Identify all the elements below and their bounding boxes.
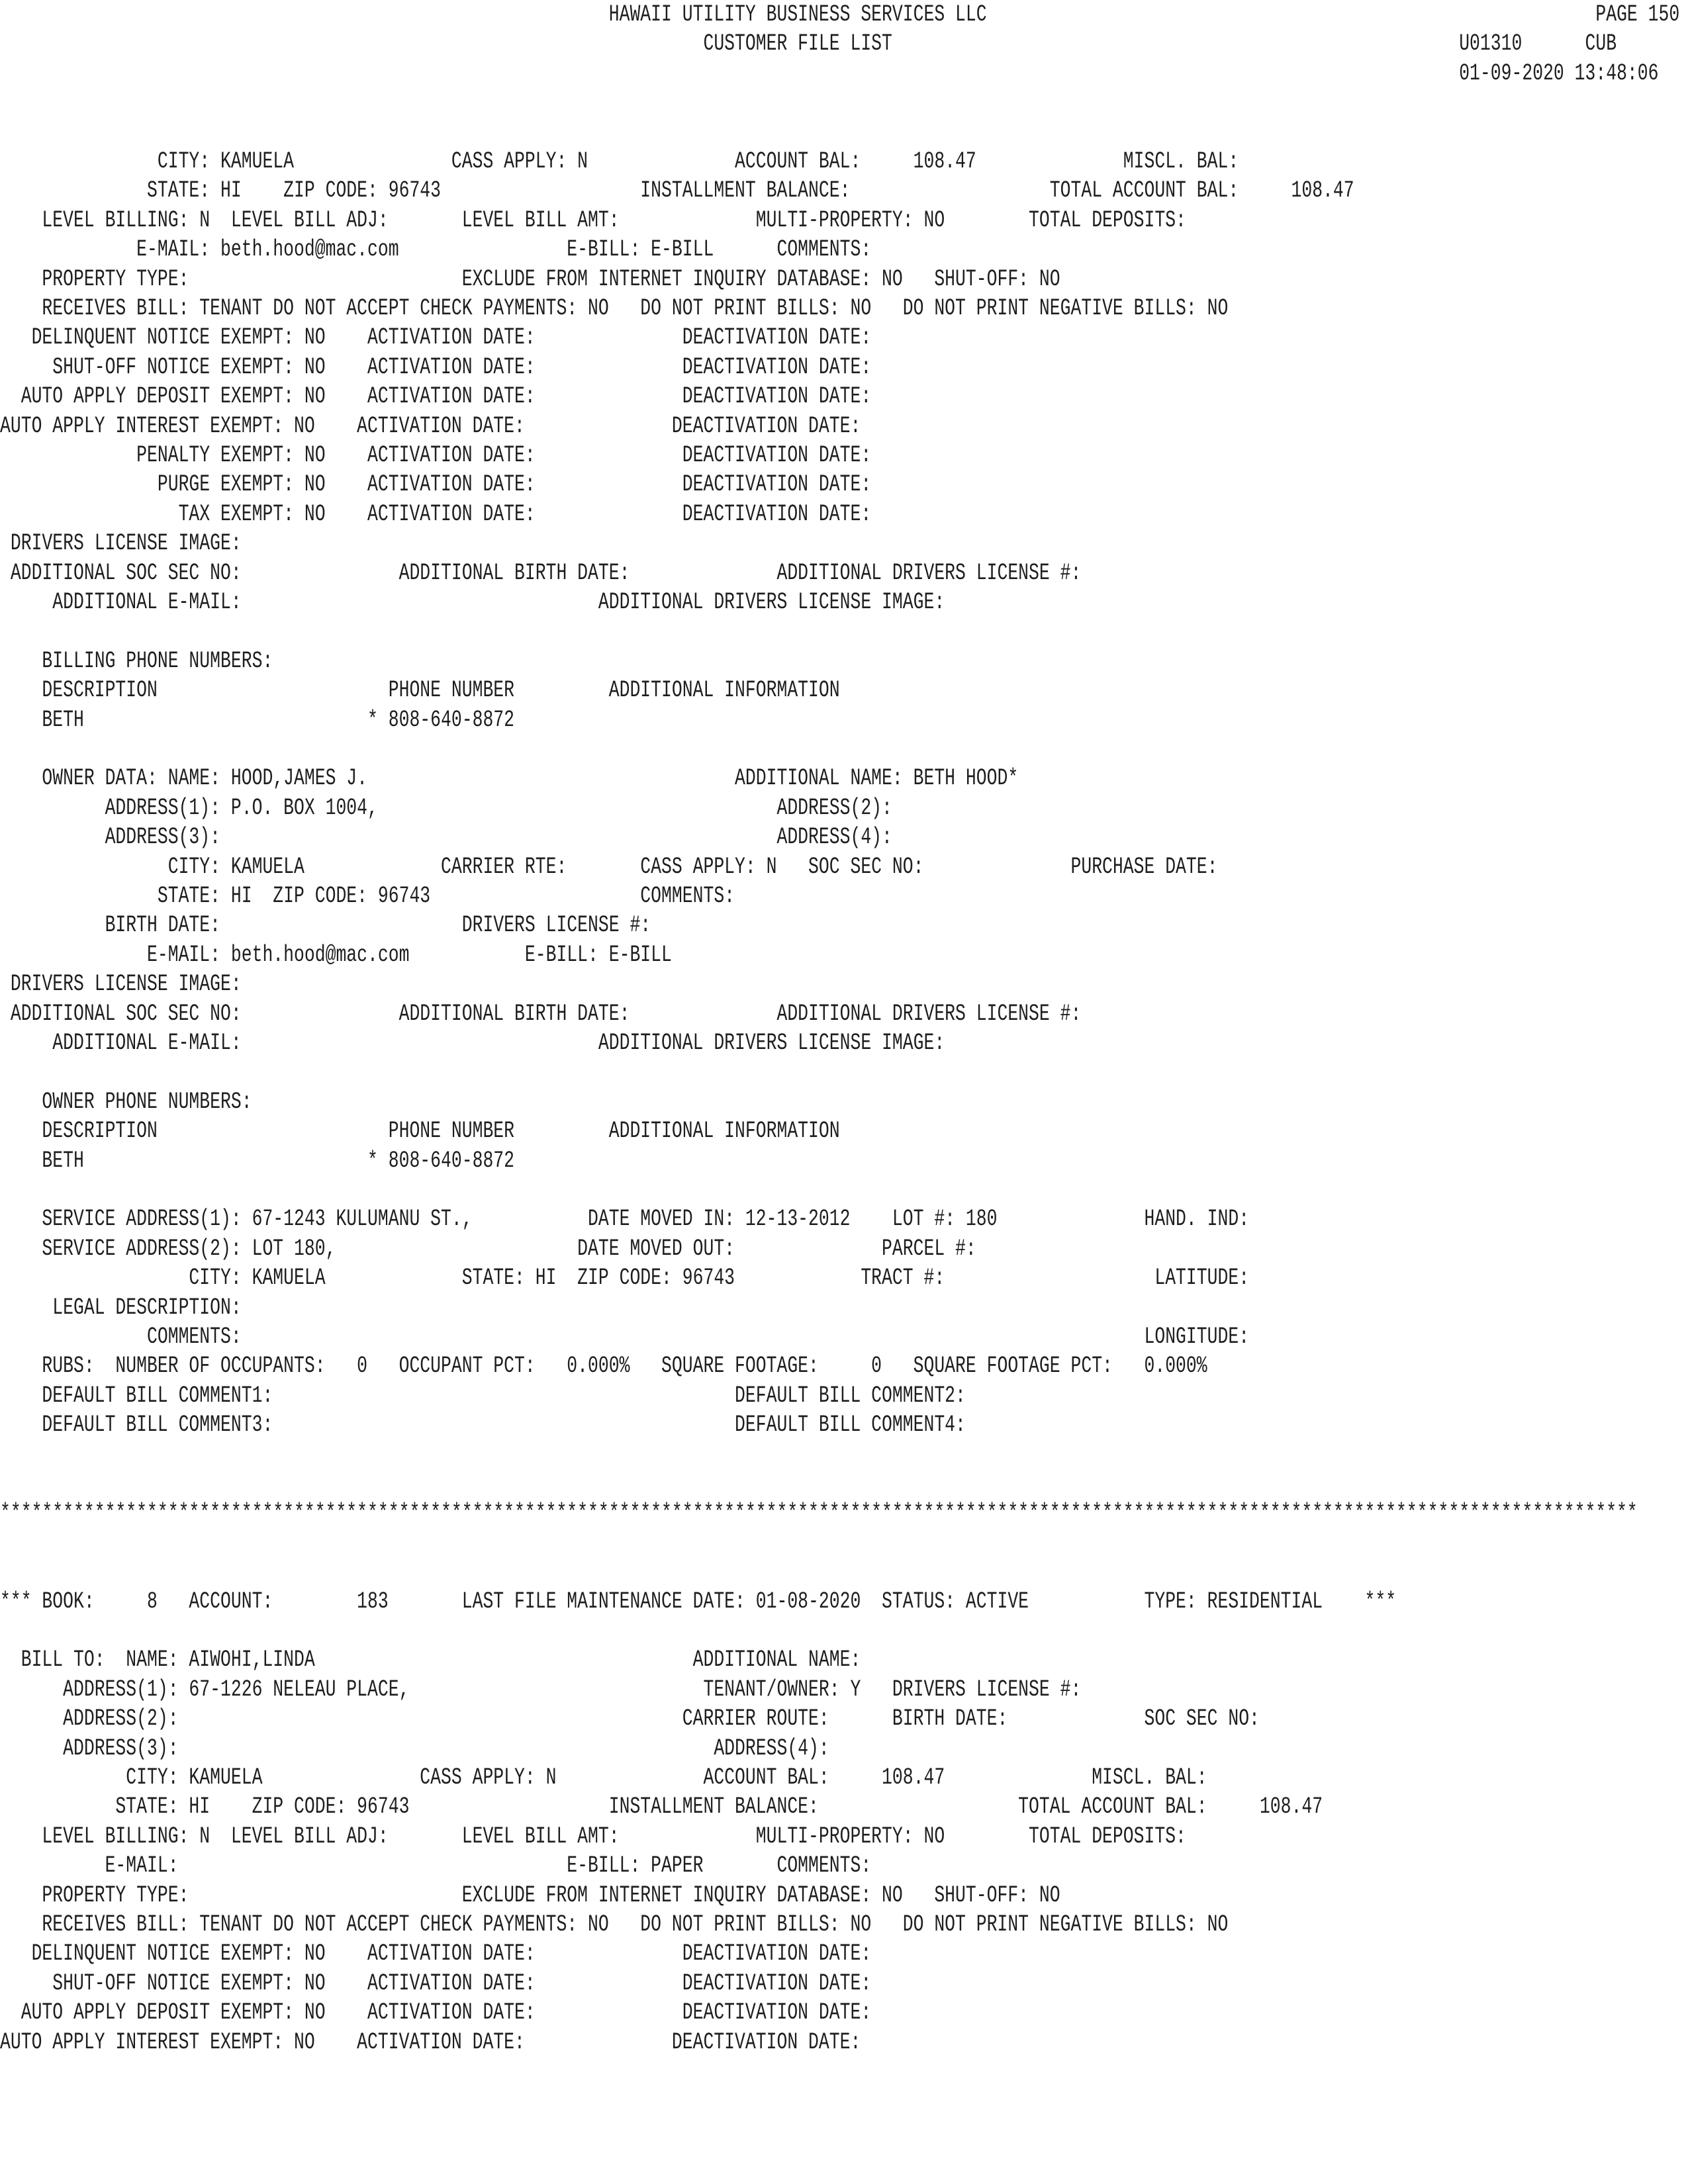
report-line: PURGE EXEMPT: NO ACTIVATION DATE: DEACTIVATION DATE: (0, 471, 872, 498)
blank-line (0, 1175, 1274, 1205)
report-line: LEGAL DESCRIPTION: (0, 1294, 242, 1321)
blank-line (0, 1528, 1274, 1557)
report-line: PROPERTY TYPE: EXCLUDE FROM INTERNET INQUIRY DATABASE: NO SHUT-OFF: NO (0, 265, 1060, 293)
blank-line (0, 1557, 1274, 1586)
report-line: AUTO APPLY DEPOSIT EXEMPT: NO ACTIVATION DATE: DEACTIVATION DATE: (0, 1999, 872, 2026)
report-line: RUBS: NUMBER OF OCCUPANTS: 0 OCCUPANT PCT: 0.000% SQUARE FOOTAGE: 0 SQUARE FOOTAGE PCT: 0.000% (0, 1353, 1207, 1380)
report-line: LEVEL BILLING: N LEVEL BILL ADJ: LEVEL BILL AMT: MULTI-PROPERTY: NO TOTAL DEPOSITS: (0, 1823, 1186, 1850)
report-line: ************************************************************************************************************************************************************ (0, 1500, 1638, 1527)
report-line: BETH * 808-640-8872 (0, 1147, 515, 1174)
report-line: ADDRESS(2): CARRIER ROUTE: BIRTH DATE: SOC SEC NO: (0, 1706, 1260, 1733)
report-line: DRIVERS LICENSE IMAGE: (0, 971, 242, 998)
report-line: E-MAIL: beth.hood@mac.com E-BILL: E-BILL COMMENTS: (0, 236, 872, 263)
report-line: PROPERTY TYPE: EXCLUDE FROM INTERNET INQUIRY DATABASE: NO SHUT-OFF: NO (0, 1882, 1060, 1909)
report-line: DESCRIPTION PHONE NUMBER ADDITIONAL INFORMATION (0, 1118, 840, 1145)
report-line: CITY: KAMUELA CASS APPLY: N ACCOUNT BAL: 108.47 MISCL. BAL: (0, 1764, 1207, 1791)
report-line: DRIVERS LICENSE IMAGE: (0, 530, 242, 557)
report-line: SHUT-OFF NOTICE EXEMPT: NO ACTIVATION DATE: DEACTIVATION DATE: (0, 1970, 872, 1997)
report-line: AUTO APPLY INTEREST EXEMPT: NO ACTIVATION DATE: DEACTIVATION DATE: (0, 2028, 861, 2056)
report-line: BETH * 808-640-8872 (0, 706, 515, 733)
report-line: 01-09-2020 13:48:06 (0, 60, 1659, 87)
blank-line (0, 1469, 1274, 1498)
report-line: COMMENTS: LONGITUDE: (0, 1324, 1250, 1350)
report-line: ADDITIONAL SOC SEC NO: ADDITIONAL BIRTH DATE: ADDITIONAL DRIVERS LICENSE #: (0, 559, 1082, 586)
report-line: BILL TO: NAME: AIWOHI,LINDA ADDITIONAL NAME: (0, 1647, 861, 1674)
report-line: LEVEL BILLING: N LEVEL BILL ADJ: LEVEL BILL AMT: MULTI-PROPERTY: NO TOTAL DEPOSITS: (0, 206, 1186, 234)
report-line: CITY: KAMUELA CARRIER RTE: CASS APPLY: N SOC SEC NO: PURCHASE DATE: (0, 853, 1218, 880)
report-line: ADDRESS(3): ADDRESS(4): (0, 824, 892, 851)
blank-line (0, 735, 1274, 764)
report-line: STATE: HI ZIP CODE: 96743 INSTALLMENT BALANCE: TOTAL ACCOUNT BAL: 108.47 (0, 177, 1354, 205)
report-line: ADDITIONAL E-MAIL: ADDITIONAL DRIVERS LICENSE IMAGE: (0, 589, 945, 615)
blank-line (0, 88, 1274, 117)
report-line: CITY: KAMUELA CASS APPLY: N ACCOUNT BAL: 108.47 MISCL. BAL: (0, 148, 1239, 175)
report-line: ADDRESS(1): 67-1226 NELEAU PLACE, TENANT/OWNER: Y DRIVERS LICENSE #: (0, 1676, 1082, 1703)
report-line: CITY: KAMUELA STATE: HI ZIP CODE: 96743 TRACT #: LATITUDE: (0, 1265, 1250, 1292)
report-line: ADDRESS(3): ADDRESS(4): (0, 1735, 829, 1762)
report-line: SERVICE ADDRESS(1): 67-1243 KULUMANU ST., DATE MOVED IN: 12-13-2012 LOT #: 180 HAND. IND: (0, 1206, 1250, 1233)
report-line: ADDITIONAL E-MAIL: ADDITIONAL DRIVERS LICENSE IMAGE: (0, 1030, 945, 1056)
report-line: *** BOOK: 8 ACCOUNT: 183 LAST FILE MAINTENANCE DATE: 01-08-2020 STATUS: ACTIVE TYPE: RESIDENTIAL *** (0, 1588, 1397, 1615)
blank-line (0, 1058, 1274, 1087)
report-line: TAX EXEMPT: NO ACTIVATION DATE: DEACTIVATION DATE: (0, 500, 872, 527)
report-line: OWNER DATA: NAME: HOOD,JAMES J. ADDITIONAL NAME: BETH HOOD* (0, 765, 1019, 792)
report-line: OWNER PHONE NUMBERS: (0, 1088, 252, 1115)
report-line: DELINQUENT NOTICE EXEMPT: NO ACTIVATION DATE: DEACTIVATION DATE: (0, 324, 872, 351)
blank-line (0, 118, 1274, 147)
blank-line (0, 1440, 1274, 1469)
report-line: PENALTY EXEMPT: NO ACTIVATION DATE: DEACTIVATION DATE: (0, 442, 872, 469)
report-line: DESCRIPTION PHONE NUMBER ADDITIONAL INFORMATION (0, 677, 840, 704)
blank-line (0, 617, 1274, 646)
report-line: AUTO APPLY DEPOSIT EXEMPT: NO ACTIVATION DATE: DEACTIVATION DATE: (0, 383, 872, 410)
report-line: HAWAII UTILITY BUSINESS SERVICES LLC PAGE 150 (0, 1, 1680, 28)
report-line: DELINQUENT NOTICE EXEMPT: NO ACTIVATION DATE: DEACTIVATION DATE: (0, 1940, 872, 1968)
report-line: BILLING PHONE NUMBERS: (0, 647, 273, 674)
report-line: BIRTH DATE: DRIVERS LICENSE #: (0, 912, 651, 939)
report-line: ADDITIONAL SOC SEC NO: ADDITIONAL BIRTH DATE: ADDITIONAL DRIVERS LICENSE #: (0, 1000, 1082, 1027)
report-line: STATE: HI ZIP CODE: 96743 COMMENTS: (0, 883, 735, 909)
report-line: SHUT-OFF NOTICE EXEMPT: NO ACTIVATION DATE: DEACTIVATION DATE: (0, 353, 872, 381)
report-line: SERVICE ADDRESS(2): LOT 180, DATE MOVED OUT: PARCEL #: (0, 1235, 976, 1262)
blank-line (0, 1616, 1274, 1645)
report-line: DEFAULT BILL COMMENT3: DEFAULT BILL COMMENT4: (0, 1412, 966, 1439)
report-line: DEFAULT BILL COMMENT1: DEFAULT BILL COMMENT2: (0, 1382, 966, 1409)
report-line: CUSTOMER FILE LIST U01310 CUB (0, 30, 1617, 58)
report-line: RECEIVES BILL: TENANT DO NOT ACCEPT CHECK PAYMENTS: NO DO NOT PRINT BILLS: NO DO NOT PRINT NEGATIVE BILLS: NO (0, 295, 1229, 322)
report-line: STATE: HI ZIP CODE: 96743 INSTALLMENT BALANCE: TOTAL ACCOUNT BAL: 108.47 (0, 1794, 1323, 1821)
report-line: E-MAIL: beth.hood@mac.com E-BILL: E-BILL (0, 941, 672, 968)
report-line: E-MAIL: E-BILL: PAPER COMMENTS: (0, 1852, 872, 1880)
report-line: AUTO APPLY INTEREST EXEMPT: NO ACTIVATION DATE: DEACTIVATION DATE: (0, 412, 861, 439)
report-line: RECEIVES BILL: TENANT DO NOT ACCEPT CHECK PAYMENTS: NO DO NOT PRINT BILLS: NO DO NOT PRINT NEGATIVE BILLS: NO (0, 1911, 1229, 1938)
report-line: ADDRESS(1): P.O. BOX 1004, ADDRESS(2): (0, 794, 892, 821)
